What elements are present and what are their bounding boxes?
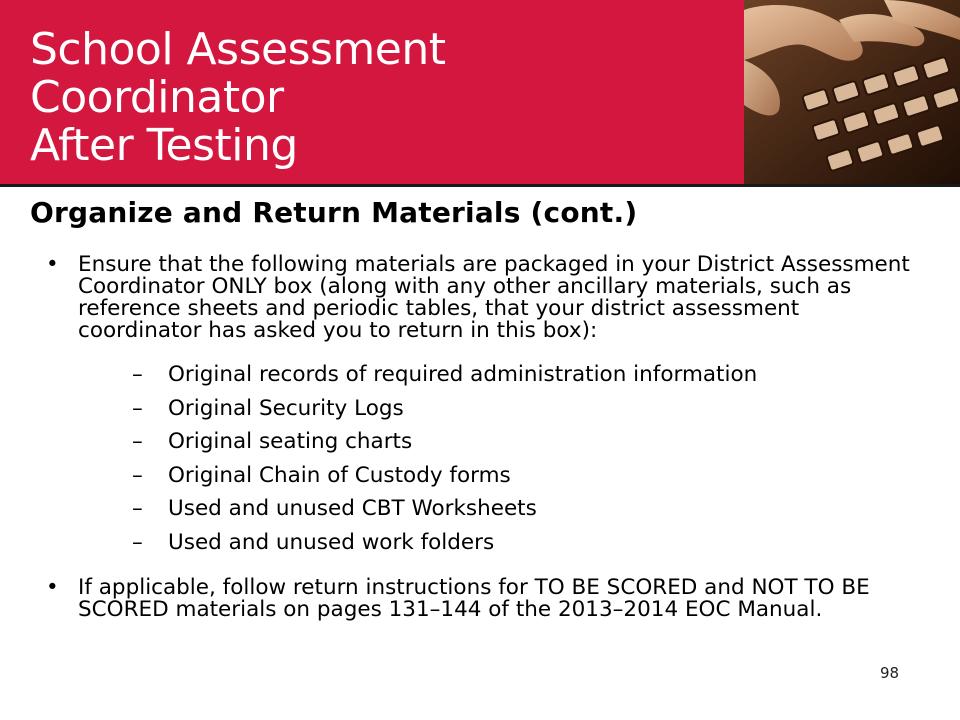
title-line: Coordinator [30, 72, 284, 123]
dash-marker: – [132, 496, 143, 521]
sub-item-text: Original seating charts [168, 429, 413, 454]
slide-title [30, 26, 730, 170]
bullet-text: If applicable, follow return instructions for TO BE SCORED and NOT TO BE SCORED materials on pages 131–144 of the 2013–2014 EOC Manual. [78, 575, 870, 622]
bullet-item [46, 577, 926, 621]
dash-marker: – [132, 395, 143, 421]
section-subtitle: Organize and Return Materials (cont.) [30, 196, 638, 229]
dash-marker: – [132, 429, 143, 454]
bullet-item [46, 254, 926, 342]
page-number: 98 [880, 664, 900, 682]
sub-item [132, 463, 892, 497]
title-line: School Assessment [30, 24, 446, 75]
sub-item-text: Original Security Logs [168, 395, 404, 421]
bullet-marker: • [46, 252, 59, 277]
sub-item-text: Original Chain of Custody forms [168, 462, 511, 488]
sub-item [132, 530, 892, 564]
sub-item-text: Used and unused CBT Worksheets [168, 496, 537, 521]
keyboard-photo [744, 0, 960, 185]
sub-item-text: Used and unused work folders [168, 529, 495, 555]
dash-marker: – [132, 529, 143, 555]
sub-item [132, 429, 892, 463]
sub-item [132, 496, 892, 530]
dash-marker: – [132, 462, 143, 488]
sub-item [132, 396, 892, 430]
sub-item-text: Original records of required administration information [168, 362, 758, 387]
bullet-marker: • [46, 575, 59, 600]
bullet-text: Ensure that the following materials are packaged in your District Assessment Coordinator ONLY box (along with any other ancillary materials, such as reference sheets and periodic tables, that your district assessment coordinator has asked you to return in this box): [78, 252, 910, 343]
title-line: After Testing [30, 120, 298, 171]
dash-marker: – [132, 362, 143, 387]
header-divider [0, 184, 960, 187]
sub-item [132, 362, 892, 396]
sub-item-list [132, 362, 892, 563]
hands-typing-on-keyboard-photo [744, 0, 960, 185]
